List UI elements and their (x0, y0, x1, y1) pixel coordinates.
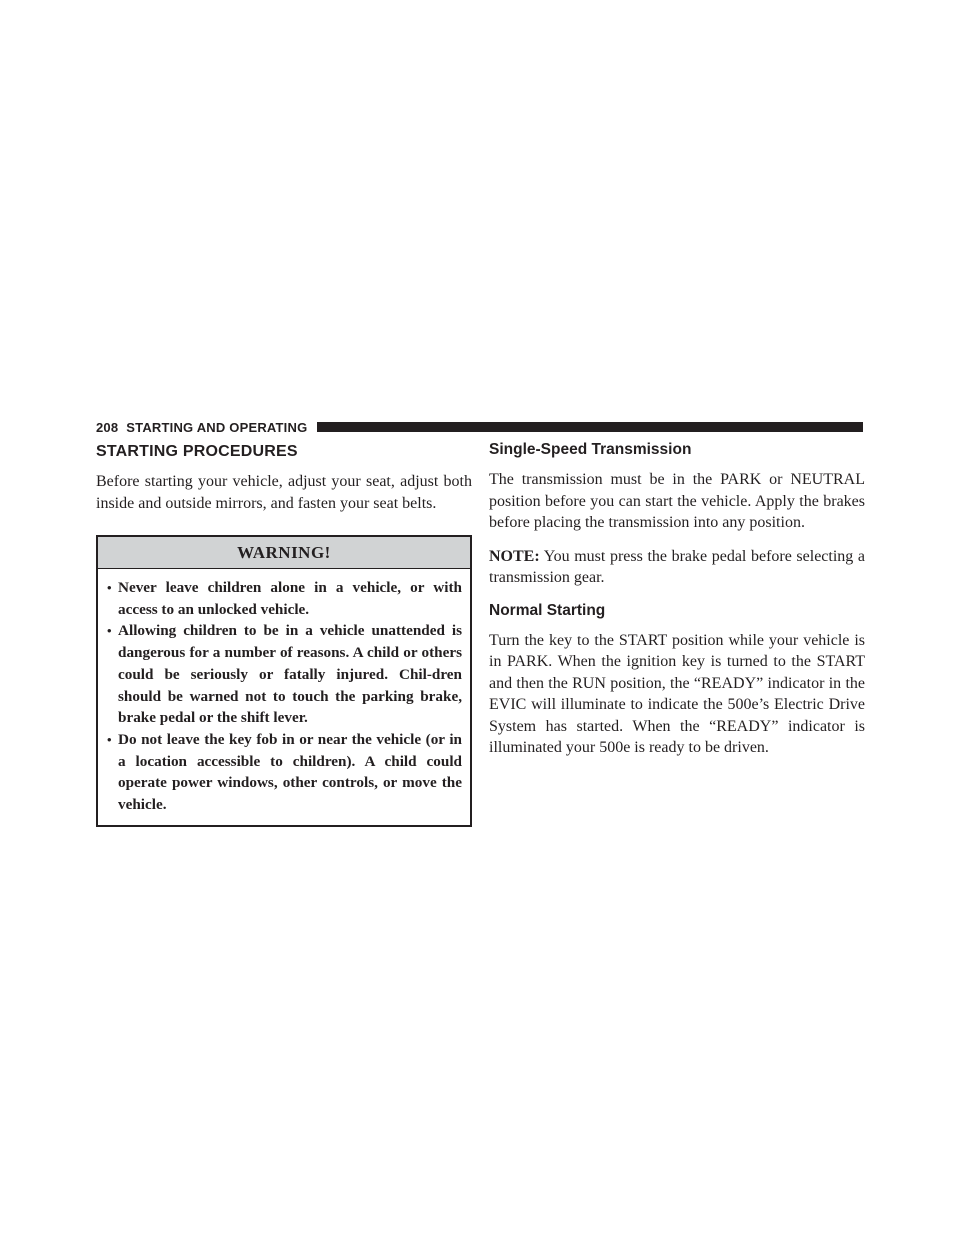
header-rule (317, 422, 863, 432)
warning-item (107, 729, 462, 816)
warning-item-text: Never leave children alone in a vehicle, or with access to an unlocked vehicle. (118, 579, 462, 618)
starting-procedures-heading: STARTING PROCEDURES (96, 443, 298, 460)
warning-box (96, 535, 472, 827)
right-column (489, 440, 865, 759)
left-column (96, 440, 472, 827)
bullet-icon: • (107, 580, 112, 595)
normal-starting-heading: Normal Starting (489, 601, 606, 619)
page-header (96, 419, 863, 435)
bullet-icon: • (107, 731, 112, 747)
warning-item (107, 620, 462, 729)
note-paragraph (489, 546, 865, 589)
intro-paragraph: Before starting your vehicle, adjust your seat, adjust both inside and outside mirrors, and fasten your seat belts. (96, 473, 472, 512)
warning-item (107, 577, 462, 620)
note-text: You must press the brake pedal before selecting a transmission gear. (489, 547, 866, 586)
transmission-paragraph: The transmission must be in the PARK or NEUTRAL position before you can start the vehicle. Apply the brakes before placing the transmission into any position. (489, 471, 865, 531)
normal-starting-paragraph: Turn the key to the START position while your vehicle is in PARK. When the ignition key is turned to the START and then the RUN position, the “READY” indicator in the EVIC will illuminate to indicate the 500e’s Electric Drive System has started. When the “READY” indicator is illuminated your 500e is ready to be driven. (489, 631, 865, 756)
warning-item-text: Allowing children to be in a vehicle unattended is dangerous for a number of reasons. A child or others could be seriously or fatally injured. Chil-dren should be warned not to touch the parking brake, brake pedal or the shift lever. (118, 622, 462, 727)
transmission-heading: Single-Speed Transmission (489, 441, 692, 458)
page-number: 208 (96, 419, 119, 435)
section-title: STARTING AND OPERATING (126, 419, 308, 435)
warning-list (98, 569, 470, 825)
warning-item-text: Do not leave the key fob in or near the vehicle (or in a location accessible to children). A child could operate power windows, other controls, or move the vehicle. (118, 730, 462, 814)
note-label: NOTE: (489, 547, 540, 565)
bullet-icon: • (107, 623, 112, 639)
warning-title: WARNING! (98, 537, 470, 569)
